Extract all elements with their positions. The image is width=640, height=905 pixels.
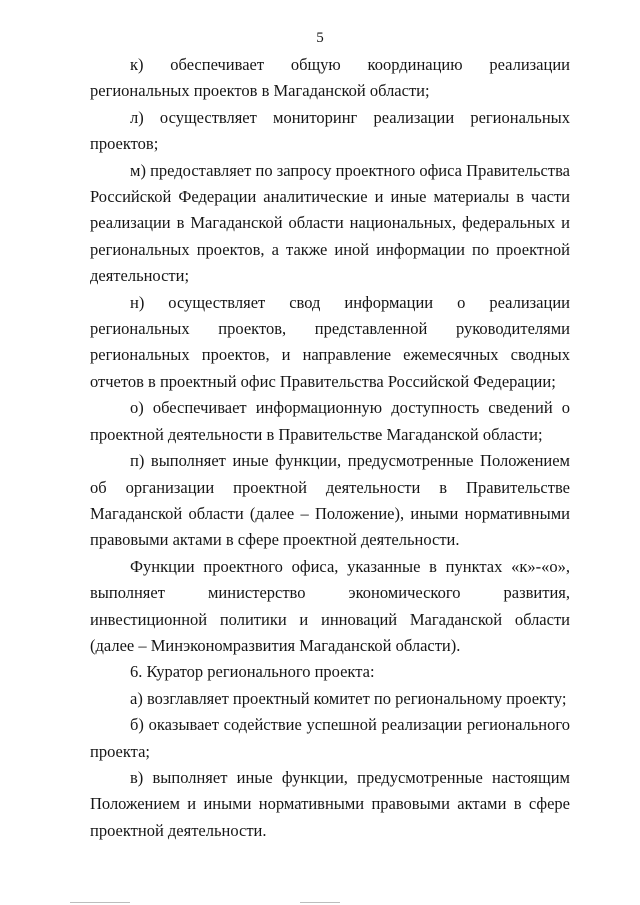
paragraph-functions: Функции проектного офиса, указанные в пунктах «к»-«о», выполняет министерство экономического развития, инвестиционной политики и инноваций Магаданской области (далее – Минэкономразвития Магаданской области). bbox=[90, 556, 570, 655]
scan-line-left bbox=[70, 902, 130, 903]
paragraph-o: о) обеспечивает информационную доступность сведений о проектной деятельности в Правительстве Магаданской области; bbox=[90, 398, 570, 444]
scan-line-right bbox=[300, 902, 340, 903]
paragraph-n: н) осуществляет свод информации о реализации региональных проектов, представленной руководителями региональных проектов, и направление ежемесячных сводных отчетов в проектный офис Правительства Российской Федерации; bbox=[90, 292, 570, 391]
paragraph-m: м) предоставляет по запросу проектного офиса Правительства Российской Федерации аналитические и иные материалы в части реализации в Магаданской области национальных, федеральных и региональных проектов, а также иной информации по проектной деятельности; bbox=[90, 160, 570, 286]
paragraph-p: п) выполняет иные функции, предусмотренные Положением об организации проектной деятельности в Правительстве Магаданской области (далее – Положение), иными нормативными правовыми актами в сфере проектной деятельности. bbox=[90, 451, 570, 550]
paragraph-b: б) оказывает содействие успешной реализации регионального проекта; bbox=[90, 715, 570, 761]
section-6-heading: 6. Куратор регионального проекта: bbox=[130, 662, 375, 682]
paragraph-l: л) осуществляет мониторинг реализации региональных проектов; bbox=[90, 107, 570, 154]
page-number: 5 bbox=[316, 30, 324, 46]
paragraph-v: в) выполняет иные функции, предусмотренные настоящим Положением и иными нормативными правовыми актами в сфере проектной деятельности. bbox=[90, 767, 570, 840]
document-body bbox=[90, 52, 570, 844]
paragraph-k: к) обеспечивает общую координацию реализации региональных проектов в Магаданской области; bbox=[90, 55, 570, 101]
paragraph-a: а) возглавляет проектный комитет по региональному проекту; bbox=[130, 688, 567, 708]
